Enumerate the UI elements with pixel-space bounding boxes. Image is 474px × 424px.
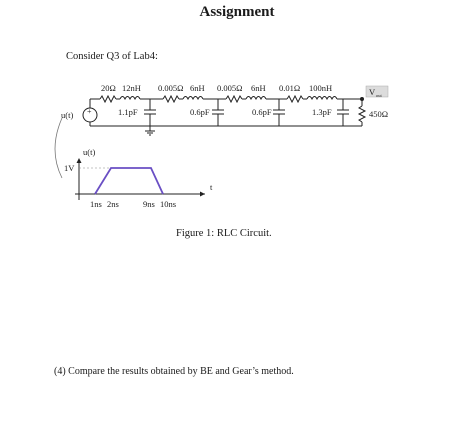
label-c3: 0.6pF [252, 107, 272, 117]
label-l3: 6nH [251, 83, 266, 93]
resistor-3 [226, 96, 242, 102]
resistor-4 [287, 96, 303, 102]
label-t1: 1ns [90, 199, 102, 209]
label-r1: 20Ω [101, 83, 116, 93]
label-l4: 100nH [309, 83, 333, 93]
load-resistor [359, 99, 365, 126]
label-vout-sub: out [376, 93, 382, 98]
capacitor-2 [212, 99, 224, 126]
figure-caption: Figure 1: RLC Circuit. [176, 228, 272, 239]
inductor-4 [307, 97, 337, 100]
capacitor-4 [337, 99, 349, 126]
label-l2: 6nH [190, 83, 205, 93]
label-r4: 0.01Ω [279, 83, 301, 93]
label-l1: 12nH [122, 83, 141, 93]
label-x-axis: t [210, 182, 213, 192]
label-t3: 9ns [143, 199, 155, 209]
label-waveform-y: u(t) [83, 147, 96, 157]
resistor-1 [100, 96, 116, 102]
plus-sign-icon: + [87, 107, 92, 116]
question-4: (4) Compare the results obtained by BE and Gear’s method. [54, 366, 294, 377]
label-t2: 2ns [107, 199, 119, 209]
connector-arc [55, 118, 62, 178]
document-title: Assignment [199, 4, 275, 20]
ground-icon [145, 126, 155, 135]
label-level: 1V [64, 163, 75, 173]
capacitor-1 [144, 99, 156, 126]
label-c1: 1.1pF [118, 107, 138, 117]
label-load: 450Ω [369, 109, 389, 119]
x-arrow-icon [200, 192, 205, 197]
label-c2: 0.6pF [190, 107, 210, 117]
inductor-3 [246, 97, 266, 100]
y-arrow-icon [77, 158, 82, 163]
label-t4: 10ns [160, 199, 177, 209]
intro-text: Consider Q3 of Lab4: [66, 51, 158, 62]
resistor-2 [163, 96, 179, 102]
pulse-waveform [95, 168, 163, 194]
output-node [360, 97, 364, 101]
label-source: u(t) [61, 110, 74, 120]
capacitor-3 [273, 99, 285, 126]
label-vout: V [369, 87, 376, 97]
inductor-1 [120, 97, 140, 100]
label-r2: 0.005Ω [158, 83, 184, 93]
label-c4: 1.3pF [312, 107, 332, 117]
inductor-2 [183, 97, 203, 100]
label-r3: 0.005Ω [217, 83, 243, 93]
